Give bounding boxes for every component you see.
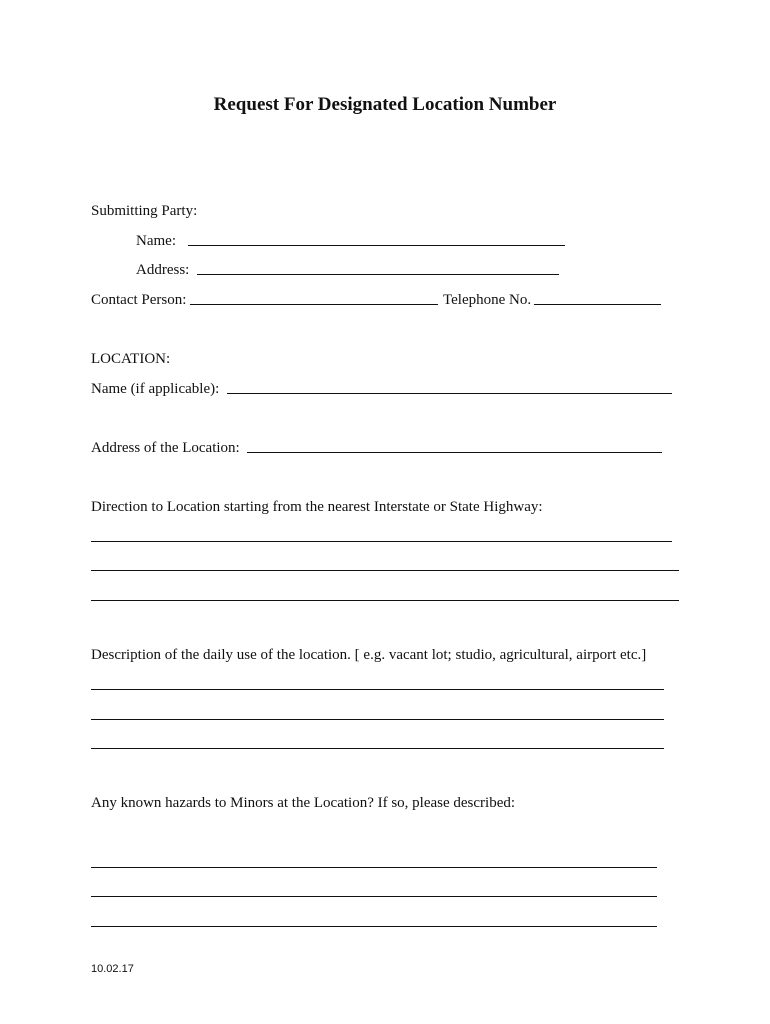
location-name-field[interactable] (227, 393, 672, 394)
hazards-line-1[interactable] (91, 867, 657, 868)
daily-use-label: Description of the daily use of the location. [ e.g. vacant lot; studio, agricultural, airport etc.] (91, 647, 647, 663)
hazards-label: Any known hazards to Minors at the Location? If so, please described: (91, 795, 516, 811)
form-revision-code: 10.02.17 (91, 963, 134, 975)
contact-person-label: Contact Person: (91, 292, 187, 308)
party-address-label: Address: (136, 262, 190, 278)
party-name-field[interactable] (188, 245, 565, 246)
directions-line-2[interactable] (91, 570, 679, 571)
party-address-field[interactable] (197, 274, 559, 275)
party-name-label: Name: (136, 233, 176, 249)
telephone-label: Telephone No. (443, 292, 532, 308)
location-address-field[interactable] (247, 452, 662, 453)
directions-line-1[interactable] (91, 541, 672, 542)
location-name-label: Name (if applicable): (91, 381, 220, 397)
hazards-line-2[interactable] (91, 896, 657, 897)
daily-use-line-2[interactable] (91, 719, 664, 720)
directions-label: Direction to Location starting from the nearest Interstate or State Highway: (91, 499, 543, 515)
location-address-label: Address of the Location: (91, 440, 240, 456)
hazards-line-3[interactable] (91, 926, 657, 927)
telephone-field[interactable] (534, 304, 661, 305)
daily-use-line-1[interactable] (91, 689, 664, 690)
location-heading: LOCATION: (91, 351, 171, 367)
directions-line-3[interactable] (91, 600, 679, 601)
daily-use-line-3[interactable] (91, 748, 664, 749)
submitting-party-heading: Submitting Party: (91, 203, 198, 219)
contact-person-field[interactable] (190, 304, 438, 305)
page-title: Request For Designated Location Number (213, 94, 557, 115)
